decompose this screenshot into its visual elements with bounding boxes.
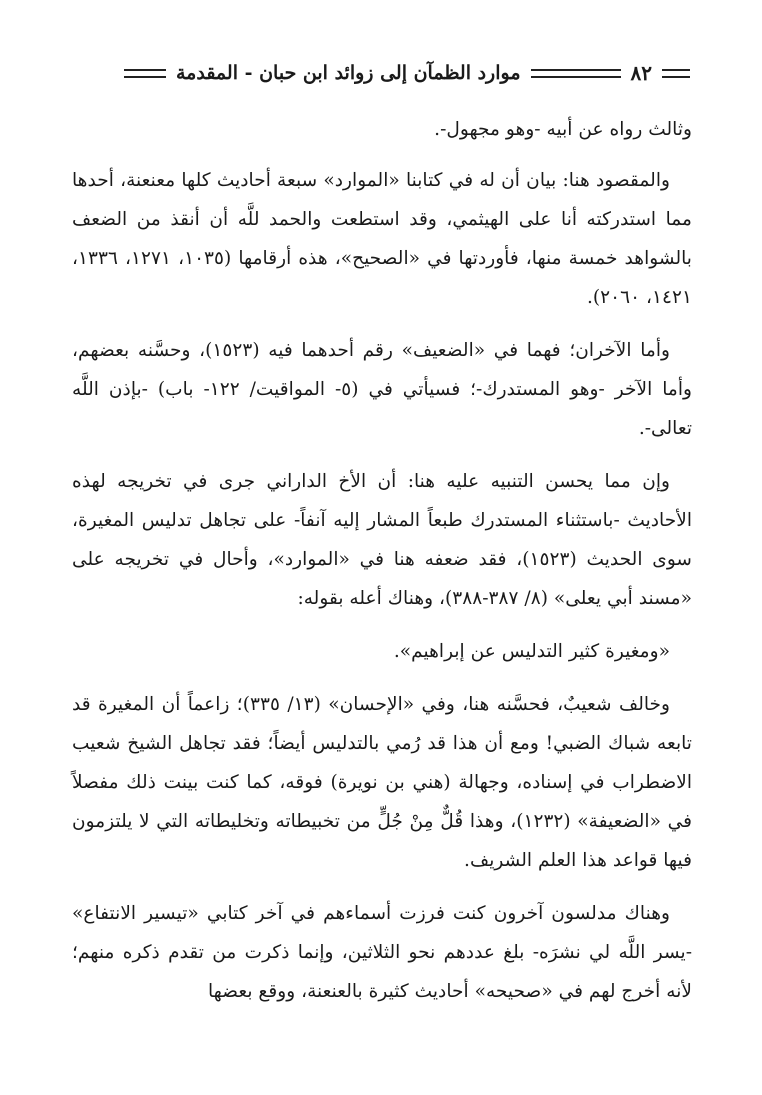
paragraph: وخالف شعيبٌ، فحسَّنه هنا، وفي «الإحسان» (١٣/ ٣٣٥)؛ زاعماً أن المغيرة قد تابعه شباك الضبي! ومع أن هذا قد رُمي بالتدليس أيضاً؛ فقد تجاهل الشيخ شعيب الاضطراب في إسناده، وجهالة (هني بن نويرة) فوقه، كما كنت بينت ذلك مفصلاً في «الضعيفة» (١٢٣٢)، وهذا قُلٌّ مِنْ جُلٍّ من تخبيطاته وتخليطاته التي لا يلتزمون فيها قواعد هذا العلم الشريف. (72, 694, 692, 871)
paragraph: وثالث رواه عن أبيه -وهو مجهول-. (434, 119, 692, 140)
paragraph: والمقصود هنا: بيان أن له في كتابنا «الموارد» سبعة أحاديث كلها معنعنة، أحدها مما استدركته أنا على الهيثمي، وقد استطعت والحمد للَّه أن أنقذ من الضعف بالشواهد خمسة منها، فأوردتها في «الصحيح»، هذه أرقامها (١٠٣٥، ١٢٧١، ١٣٣٦، ١٤٢١، ٢٠٦٠). (72, 170, 692, 308)
header-rule-left (124, 69, 166, 78)
quoted-line: «ومغيرة كثير التدليس عن إبراهيم». (393, 641, 670, 662)
body-text (72, 110, 692, 1025)
header-rule-middle (531, 69, 621, 78)
paragraph: وأما الآخران؛ فهما في «الضعيف» رقم أحدهما فيه (١٥٢٣)، وحسَّنه بعضهم، وأما الآخر -وهو المستدرك-؛ فسيأتي في (٥- المواقيت/ ١٢٢- باب) -بإذن اللَّه تعالى-. (72, 340, 692, 439)
page-number: ٨٢ (630, 61, 652, 85)
paragraph: وإن مما يحسن التنبيه عليه هنا: أن الأخ الداراني جرى في تخريجه لهذه الأحاديث -باستثناء المستدرك طبعاً المشار إليه آنفاً- على تجاهل تدليس المغيرة، سوى الحديث (١٥٢٣)، فقد ضعفه هنا في «الموارد»، وأحال في تخريجه على «مسند أبي يعلى» (٨/ ٣٨٧-٣٨٨)، وهناك أعله بقوله: (72, 471, 692, 609)
running-header (72, 58, 690, 88)
running-title: موارد الظمآن إلى زوائد ابن حبان - المقدمة (175, 62, 521, 84)
paragraph: وهناك مدلسون آخرون كنت فرزت أسماءهم في آخر كتابي «تيسير الانتفاع» -يسر اللَّه لي نشرَه- بلغ عددهم نحو الثلاثين، وإنما ذكرت من تقدم ذكره منهم؛ لأنه أخرج لهم في «صحيحه» أحاديث كثيرة بالعنعنة، ووقع بعضها (72, 903, 692, 1002)
header-rule-right (662, 69, 690, 78)
